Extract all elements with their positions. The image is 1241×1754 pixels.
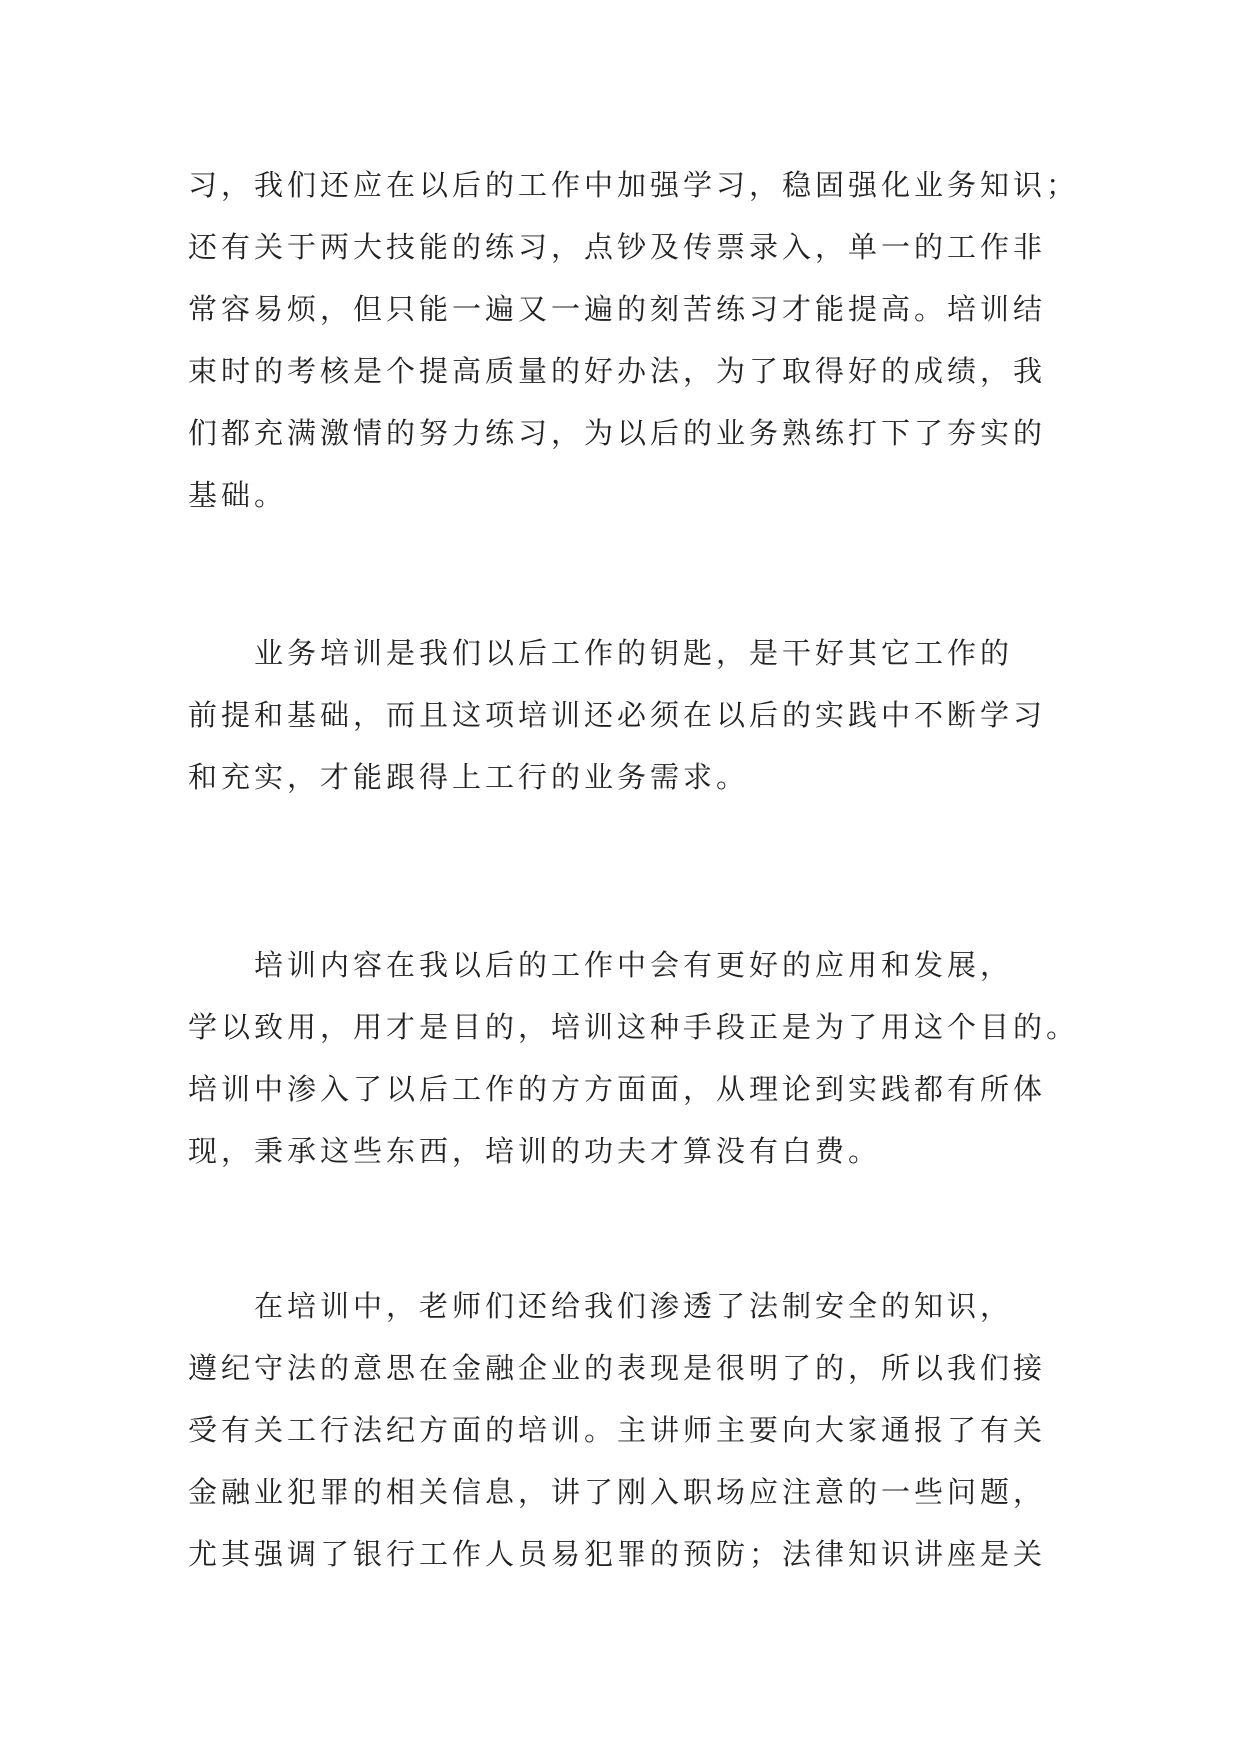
- paragraph-line: 现，秉承这些东西，培训的功夫才算没有白费。: [188, 1134, 882, 1168]
- paragraph-line: 基础。: [188, 478, 288, 512]
- paragraph-line: 束时的考核是个提高质量的好办法，为了取得好的成绩，我: [188, 354, 1047, 388]
- paragraph-line: 常容易烦，但只能一遍又一遍的刻苦练习才能提高。培训结: [188, 292, 1047, 326]
- paragraph-line: 尤其强调了银行工作人员易犯罪的预防；法律知识讲座是关: [188, 1537, 1047, 1571]
- paragraph-line: 还有关于两大技能的练习，点钞及传票录入，单一的工作非: [188, 230, 1047, 264]
- paragraph-line: 业务培训是我们以后工作的钥匙，是干好其它工作的: [188, 636, 1014, 670]
- paragraph-line: 受有关工行法纪方面的培训。主讲师主要向大家通报了有关: [188, 1413, 1047, 1447]
- paragraph-line: 们都充满激情的努力练习，为以后的业务熟练打下了夯实的: [188, 416, 1047, 450]
- paragraph-line: 在培训中，老师们还给我们渗透了法制安全的知识，: [188, 1289, 1014, 1323]
- paragraph-line: 和充实，才能跟得上工行的业务需求。: [188, 760, 750, 794]
- paragraph-3: [188, 934, 1080, 1182]
- paragraph-line: 前提和基础，而且这项培训还必须在以后的实践中不断学习: [188, 698, 1047, 732]
- paragraph-line: 遵纪守法的意思在金融企业的表现是很明了的，所以我们接: [188, 1351, 1047, 1385]
- paragraph-line: 学以致用，用才是目的，培训这种手段正是为了用这个目的。: [188, 1010, 1080, 1044]
- paragraph-line: 培训中渗入了以后工作的方方面面，从理论到实践都有所体: [188, 1072, 1047, 1106]
- paragraph-line: 培训内容在我以后的工作中会有更好的应用和发展，: [188, 948, 1014, 982]
- paragraph-4: [188, 1275, 1058, 1585]
- paragraph-line: 习，我们还应在以后的工作中加强学习，稳固强化业务知识；: [188, 168, 1080, 202]
- paragraph-line: 金融业犯罪的相关信息，讲了刚入职场应注意的一些问题，: [188, 1475, 1047, 1509]
- paragraph-1: [188, 154, 1080, 526]
- paragraph-2: [188, 622, 1058, 808]
